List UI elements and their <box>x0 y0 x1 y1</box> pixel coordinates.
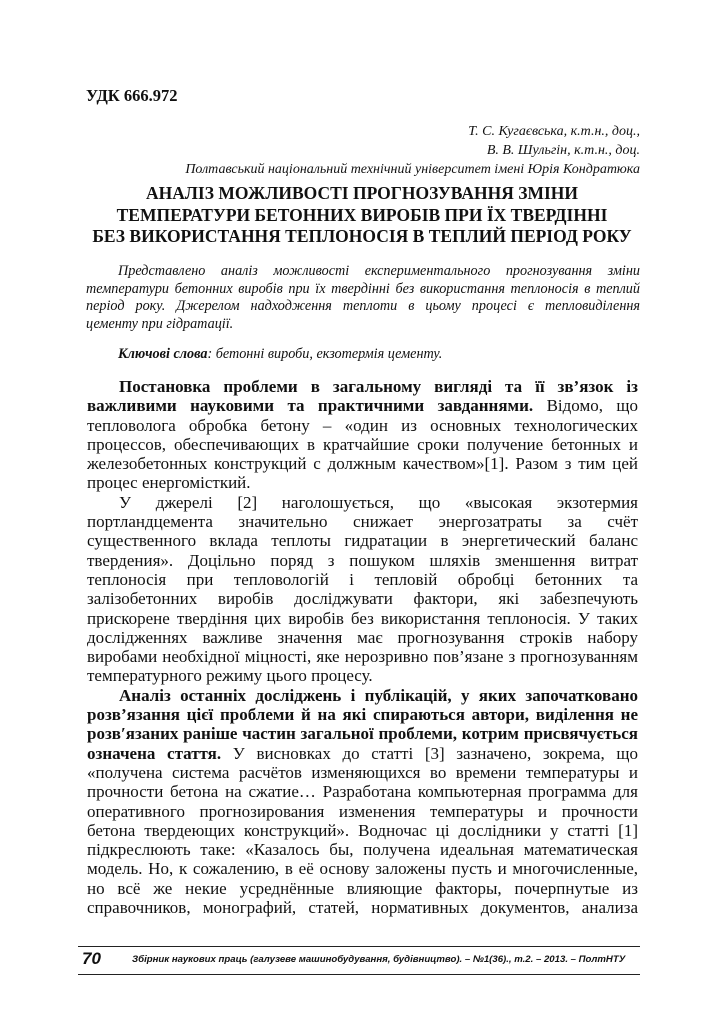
section-heading-text: розв’язання цієї проблеми й на які спираються автори, виділення не <box>87 705 638 725</box>
paragraph-text: процессов, обеспечивающих в кратчайшие сроки получение бетонных и <box>87 434 638 454</box>
body-line <box>87 435 638 454</box>
paragraph-text: прочности бетона на сжатие… Разработана компьютерная программа для <box>87 782 638 802</box>
authors-block <box>185 122 640 179</box>
paragraph-text: модель. Но, к сожалению, в её основу заложены пусть и многочисленные, <box>87 859 638 879</box>
body-line <box>87 396 638 415</box>
paragraph-text: существенного вклада теплоты гидратации в энергетический баланс <box>87 531 638 551</box>
body-line <box>87 840 638 859</box>
body-line <box>87 416 638 435</box>
body-line <box>87 744 638 763</box>
body-line <box>87 802 638 821</box>
section-heading-text: Аналіз останніх досліджень і публікацій, у яких започатковано <box>119 685 638 705</box>
article-title <box>60 183 664 248</box>
body-line <box>87 821 638 840</box>
paragraph-text: бетона твердеющих конструкций». Водночас ці дослідники у статті [1] <box>87 820 638 840</box>
udk-code: УДК 666.972 <box>86 86 178 105</box>
section-heading-text: важливими науковими та практичними завданнями. <box>87 396 534 416</box>
paragraph-text: виробами необхідної міцності, яке нерозривно пов’язане з прогнозуванням <box>87 647 638 667</box>
body-line <box>87 686 638 705</box>
section-heading-text: розв′язаних раніше частин загальної проблеми, котрим присвячується <box>87 724 638 744</box>
title-line: БЕЗ ВИКОРИСТАННЯ ТЕПЛОНОСІЯ В ТЕПЛИЙ ПЕРІОД РОКУ <box>92 226 632 246</box>
body-text <box>87 377 638 917</box>
body-line <box>87 705 638 724</box>
footer-rule-bottom <box>78 974 640 975</box>
abstract <box>86 263 640 333</box>
body-line <box>87 589 638 608</box>
paragraph-text: справочников, монографий, статей, нормативных документов, анализа <box>87 898 638 918</box>
body-line <box>87 724 638 743</box>
paragraph-text: тепловолога обробка бетону – «один из основных технологических <box>87 415 638 435</box>
title-line: ТЕМПЕРАТУРИ БЕТОННИХ ВИРОБІВ ПРИ ЇХ ТВЕРДІННІ <box>116 204 608 225</box>
body-line <box>87 609 638 628</box>
keywords-text: : бетонні вироби, екзотермія цементу. <box>207 346 443 362</box>
paragraph-text: У висновках до статті [3] зазначено, зокрема, що <box>221 743 638 763</box>
body-line <box>87 473 638 492</box>
body-line <box>87 551 638 570</box>
body-line <box>87 898 638 917</box>
paragraph-text: но всё же некие усреднённые влияющие факторы, почерпнутые из <box>87 878 638 898</box>
paragraph-text: твердения». Доцільно поряд з пошуком шляхів зменшення витрат <box>87 550 638 570</box>
body-line <box>87 628 638 647</box>
paragraph-text: Відомо, що <box>533 396 638 416</box>
paragraph-text: дослідженнях важливе значення має прогнозування строків набору <box>87 627 638 647</box>
author-1: Т. С. Кугаєвська, к.т.н., доц., <box>468 124 640 139</box>
paragraph-text: процес енергомісткий. <box>87 473 251 493</box>
body-line <box>87 647 638 666</box>
paragraph-text: температурного режиму цього процесу. <box>87 666 373 686</box>
paragraph-text: оперативного прогнозирования изменения температуры и прочности <box>87 801 638 821</box>
body-line <box>87 763 638 782</box>
abstract-line: температури бетонних виробів при їх твердінні без використання теплоносія в теплий <box>86 280 640 297</box>
body-line <box>87 493 638 512</box>
body-line <box>87 531 638 550</box>
page-number: 70 <box>82 949 101 968</box>
journal-citation: Збірник наукових праць (галузеве машинобудування, будівництво). – №1(36)., т.2. – 2013. – ПолтНТУ <box>132 954 626 965</box>
abstract-line: цементу при гідратації. <box>86 315 234 332</box>
body-line <box>87 879 638 898</box>
title-line: АНАЛІЗ МОЖЛИВОСТІ ПРОГНОЗУВАННЯ ЗМІНИ <box>145 183 579 203</box>
keywords <box>118 346 442 363</box>
paragraph-text: теплоносія при тепловологій і тепловій обробці бетонних та <box>87 569 638 589</box>
body-line <box>87 454 638 473</box>
section-heading-text: означена стаття. <box>87 743 222 763</box>
paragraph-text: железобетонных конструкций с должным качеством»[1]. Разом з тим цей <box>87 454 638 474</box>
paragraph-text: У джерелі [2] наголошується, що «высокая экзотермия <box>119 492 638 512</box>
abstract-line: Представлено аналіз можливості експериментального прогнозування зміни <box>118 263 640 279</box>
affiliation: Полтавський національний технічний університет імені Юрія Кондратюка <box>185 162 640 177</box>
paragraph-text: залізобетонних виробів досліджувати фактори, які забезпечують <box>87 589 638 609</box>
body-line <box>87 570 638 589</box>
paragraph-text: портландцемента значительно снижает энергозатраты за счёт <box>87 512 638 532</box>
body-line <box>87 512 638 531</box>
body-line <box>87 782 638 801</box>
abstract-line: період року. Джерелом надходження теплоти в цьому процесі є тепловиділення <box>86 298 640 315</box>
body-line <box>87 666 638 685</box>
footer-rule-top <box>78 946 640 947</box>
section-heading-text: Постановка проблеми в загальному вигляді та її зв’язок із <box>119 377 638 396</box>
paragraph-text: прискорене твердіння цих виробів без використання теплоносія. У таких <box>87 608 638 628</box>
body-line <box>87 859 638 878</box>
body-line <box>87 377 638 396</box>
author-2: В. В. Шульгін, к.т.н., доц. <box>486 143 640 158</box>
keywords-label: Ключові слова <box>118 346 208 362</box>
paragraph-text: «получена система расчётов изменяющихся во времени температуры и <box>87 762 638 782</box>
paragraph-text: підкреслюють таке: «Казалось бы, получена идеальная математическая <box>87 840 638 860</box>
